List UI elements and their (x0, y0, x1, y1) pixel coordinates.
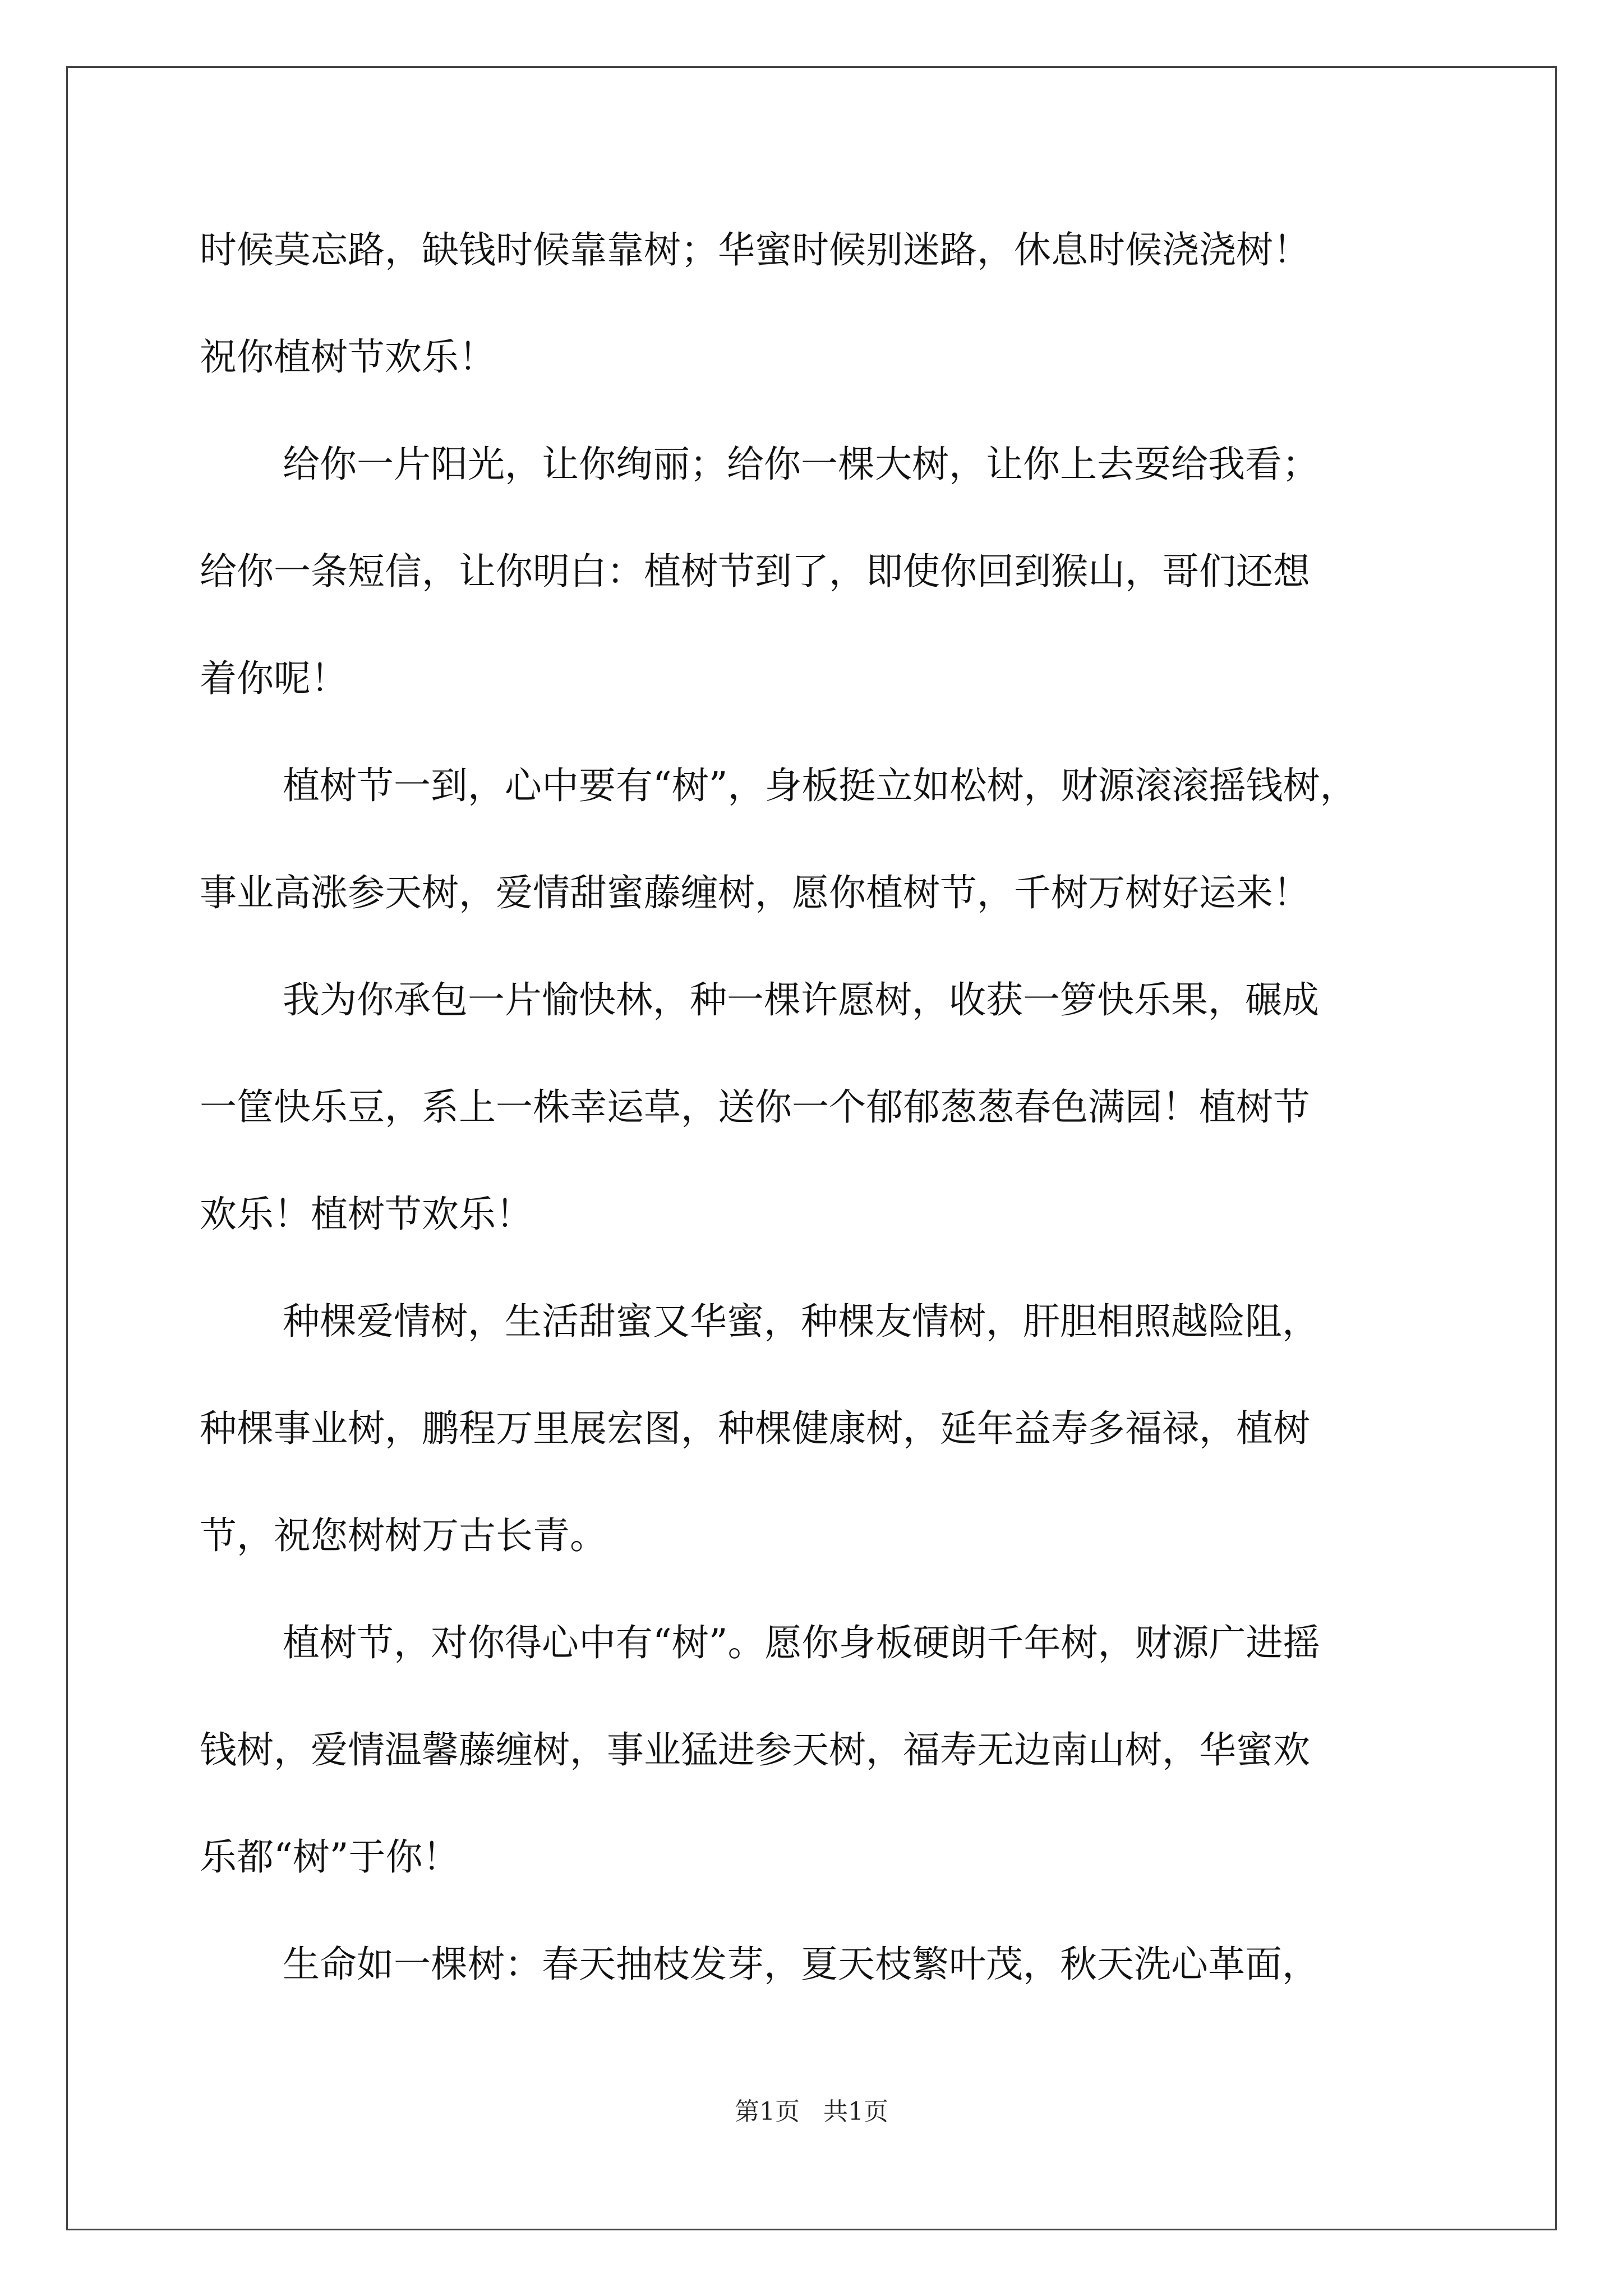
text-line: 着你呢！ (200, 657, 348, 700)
text-line: 钱树，爱情温馨藤缠树，事业猛进参天树，福寿无边南山树，华蜜欢 (200, 1728, 1310, 1772)
text-line: 给你一条短信，让你明白：植树节到了，即使你回到猴山，哥们还想 (200, 550, 1310, 593)
page-footer (0, 2091, 1623, 2127)
text-line: 乐都“树”于你！ (200, 1835, 460, 1879)
paragraph-start-line: 给你一片阳光，让你绚丽；给你一棵大树，让你上去耍给我看； (283, 443, 1319, 486)
paragraph-start-line: 植树节一到，心中要有“树”，身板挺立如松树，财源滚滚摇钱树， (283, 764, 1357, 807)
paragraph-start-line: 种棵爱情树，生活甜蜜又华蜜，种棵友情树，肝胆相照越险阻， (283, 1300, 1319, 1343)
paragraph-start-line: 生命如一棵树：春天抽枝发芽，夏天枝繁叶茂，秋天洗心革面， (283, 1943, 1319, 1986)
document-body (200, 196, 1428, 2018)
text-line: 事业高涨参天树，爱情甜蜜藤缠树，愿你植树节，千树万树好运来！ (200, 871, 1310, 914)
text-line: 一筐快乐豆，系上一株幸运草，送你一个郁郁葱葱春色满园！植树节 (200, 1085, 1310, 1129)
text-line: 时候莫忘路，缺钱时候靠靠树；华蜜时候别迷路，休息时候浇浇树！ (200, 228, 1310, 272)
paragraph-start-line: 植树节，对你得心中有“树”。愿你身板硬朗千年树，财源广进摇 (283, 1621, 1320, 1664)
paragraph-start-line: 我为你承包一片愉快林，种一棵许愿树，收获一箩快乐果，碾成 (283, 978, 1319, 1022)
text-line: 种棵事业树，鹏程万里展宏图，种棵健康树，延年益寿多福禄，植树 (200, 1407, 1310, 1450)
page-total: 共1页 (823, 2097, 888, 2126)
text-line: 祝你植树节欢乐！ (200, 335, 496, 379)
text-line: 欢乐！植树节欢乐！ (200, 1193, 533, 1236)
text-line: 节，祝您树树万古长青。 (200, 1514, 607, 1557)
page-number: 第1页 (735, 2097, 800, 2126)
